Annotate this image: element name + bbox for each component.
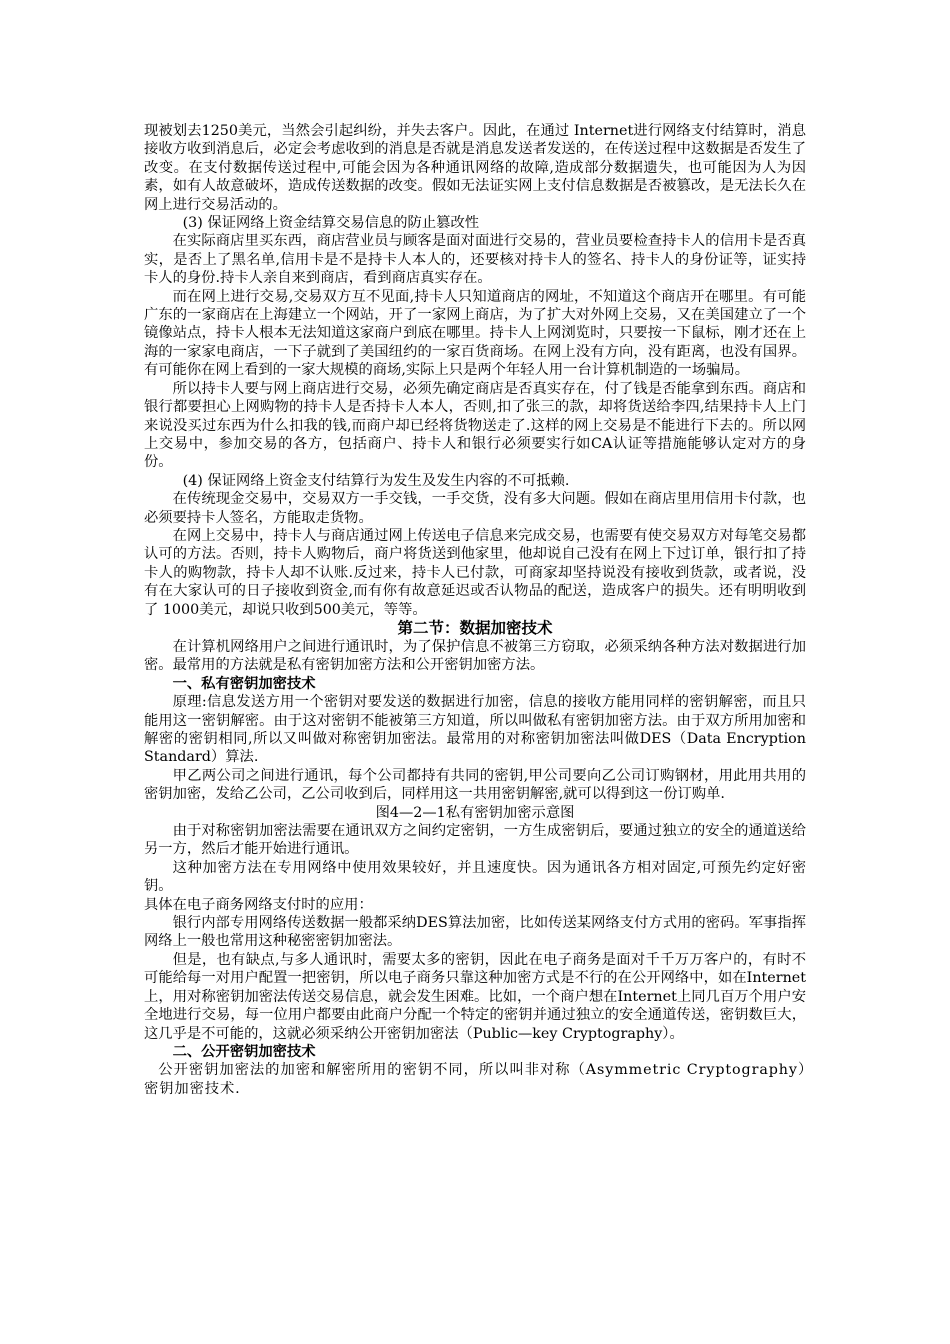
- paragraph-3: 而在网上进行交易,交易双方互不见面,持卡人只知道商店的网址，不知道这个商店开在哪里。有可能广东的一家商店在上海建立一个网站，开了一家网上商店，为了扩大对外网上交易，又在美国建立了一个镜像站点，持卡人根本无法知道这家商户到底在哪里。持卡人上网浏览时，只要按一下鼠标，刚才还在上海的一家家电商店，一下子就到了美国纽约的一家百货商场。在网上没有方向，没有距离，也没有国界。有可能你在网上看到的一家大规模的商场,实际上只是两个年轻人用一台计算机制造的一场骗局。: [144, 288, 806, 379]
- paragraph-6: 在网上交易中，持卡人与商店通过网上传送电子信息来完成交易，也需要有使交易双方对每笔交易都认可的方法。否则，持卡人购物后，商户将货送到他家里，他却说自己没有在网上下过订单，银行扣了持卡人的购物款，持卡人却不认账.反过来，持卡人已付款，可商家却坚持说没有接收到货款，或者说，没有在大家认可的日子接收到资金,而有你有故意延迟或否认物品的配送，造成客户的损失。还有明明收到了 1000美元，却说只收到500美元，等等。: [144, 527, 806, 618]
- paragraph-1: 现被划去1250美元，当然会引起纠纷，并失去客户。因此，在通过 Internet进行网络支付结算时，消息接收方收到消息后，必定会考虑收到的消息是否就是消息发送者发送的，在传送过程中这数据是否发生了改变。在支付数据传送过程中,可能会因为各种通讯网络的故障,造成部分数据遗失，也可能因为人为因素，如有人故意破坏，造成传送数据的改变。假如无法证实网上支付信息数据是否被篡改，是无法长久在网上进行交易活动的。: [144, 123, 806, 213]
- paragraph-8: 原理:信息发送方用一个密钥对要发送的数据进行加密，信息的接收方能用同样的密钥解密，而且只能用这一密钥解密。由于这对密钥不能被第三方知道，所以叫做私有密钥加密方法。由于双方所用加密和解密的密钥相同,所以又叫做对称密钥加密法。最常用的对称密钥加密法叫做DES（Data Encryption Standard）算法.: [144, 694, 806, 766]
- document-page: [144, 122, 806, 1098]
- paragraph-5: 在传统现金交易中，交易双方一手交钱，一手交货，没有多大问题。假如在商店里用信用卡付款，也必须要持卡人签名，方能取走货物。: [144, 491, 806, 526]
- paragraph-2: 在实际商店里买东西，商店营业员与顾客是面对面进行交易的，营业员要检查持卡人的信用卡是否真实，是否上了黑名单,信用卡是不是持卡人本人的，还要核对持卡人的签名、持卡人的身份证等，证实持卡人的身份.持卡人亲自来到商店，看到商店真实存在。: [144, 233, 806, 287]
- paragraph-7: 在计算机网络用户之间进行通讯时，为了保护信息不被第三方窃取，必须采纳各种方法对数据进行加密。最常用的方法就是私有密钥加密方法和公开密钥加密方法。: [144, 638, 806, 674]
- heading-private-key: 一、私有密钥加密技术: [172, 675, 316, 692]
- paragraph-9: 甲乙两公司之间进行通讯，每个公司都持有共同的密钥,甲公司要向乙公司订购钢材，用此用共用的密钥加密，发给乙公司，乙公司收到后，同样用这一共用密钥解密,就可以得到这一份订购单.: [144, 767, 806, 803]
- paragraph-14: 但是，也有缺点,与多人通讯时，需要太多的密钥，因此在电子商务是面对千千万万客户的，有时不可能给每一对用户配置一把密钥，所以电子商务只靠这种加密方式是不行的在公开网络中，如在Internet上，用对称密钥加密法传送交易信息，就会发生困难。比如，一个商户想在Internet上同几百万个用户安全地进行交易，每一位用户都要由此商户分配一个特定的密钥并通过独立的安全通道传送，密钥数巨大，这几乎是不可能的，这就必须采纳公开密钥加密法（Public—key Cryptography）。: [144, 951, 806, 1042]
- subheading-4: (4) 保证网络上资金支付结算行为发生及发生内容的不可抵赖.: [182, 472, 570, 489]
- subheading-3: (3) 保证网络上资金结算交易信息的防止篡改性: [182, 215, 480, 232]
- paragraph-12: 具体在电子商务网络支付时的应用：: [144, 896, 373, 913]
- paragraph-10: 由于对称密钥加密法需要在通讯双方之间约定密钥，一方生成密钥后，要通过独立的安全的通道送给另一方，然后才能开始进行通讯。: [144, 823, 806, 858]
- section-title: 第二节：数据加密技术: [397, 618, 553, 637]
- paragraph-15: 公开密钥加密法的加密和解密所用的密钥不同，所以叫非对称（Asymmetric Cryptography）密钥加密技术.: [144, 1062, 806, 1097]
- paragraph-11: 这种加密方法在专用网络中使用效果较好，并且速度快。因为通讯各方相对固定,可预先约定好密钥。: [144, 859, 806, 895]
- heading-public-key: 二、公开密钥加密技术: [172, 1043, 316, 1060]
- figure-caption: 图4—2—1私有密钥加密示意图: [375, 804, 575, 821]
- paragraph-4: 所以持卡人要与网上商店进行交易，必须先确定商店是否真实存在，付了钱是否能拿到东西。商店和银行都要担心上网购物的持卡人是否持卡人本人，否则,扣了张三的款，却将货送给李四,结果持卡人上门来说没买过东西为什么扣我的钱,而商户却已经将货物送走了.这样的网上交易是不能进行下去的。所以网上交易中，参加交易的各方，包括商户、持卡人和银行必须要实行如CA认证等措施能够认定对方的身份。: [144, 380, 806, 471]
- paragraph-13: 银行内部专用网络传送数据一般都采纳DES算法加密，比如传送某网络支付方式用的密码。军事指挥网络上一般也常用这种秘密密钥加密法。: [144, 915, 806, 950]
